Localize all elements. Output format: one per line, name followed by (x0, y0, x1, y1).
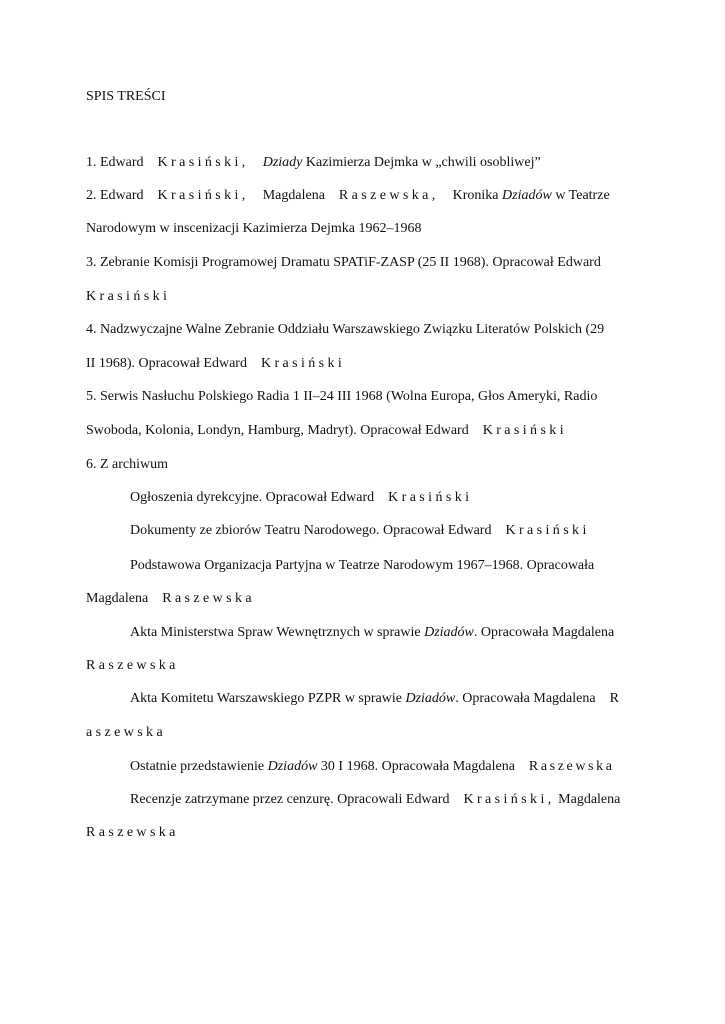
toc-text: Podstawowa Organizacja Partyjna w Teatrze Narodowym 1967–1968. Opracowała (130, 558, 595, 573)
toc-text: Kazimierza Dejmka w „chwili osobliwej” (302, 155, 541, 170)
italic-title: Dziadów (502, 188, 552, 203)
author-name: Krasiński, (463, 792, 555, 807)
toc-text: Akta Ministerstwa Spraw Wewnętrznych w sprawie (130, 625, 425, 640)
toc-text: Magdalena (86, 591, 149, 606)
toc-line (86, 388, 597, 406)
toc-text: 2. Edward (86, 188, 144, 203)
toc-line (86, 288, 170, 306)
toc-text: 3. Zebranie Komisji Programowej Dramatu SPATiF-ZASP (25 II 1968). Opracował Edward (86, 255, 601, 270)
toc-text: Ostatnie przedstawienie (130, 759, 268, 774)
toc-line (86, 220, 422, 238)
toc-line (86, 724, 166, 742)
toc-text: Kronika (452, 188, 503, 203)
toc-text: w Teatrze (551, 188, 610, 203)
toc-line (86, 154, 541, 172)
author-name: Krasiński (505, 523, 590, 538)
toc-line (86, 657, 179, 675)
author-name: Krasiński, (157, 188, 249, 203)
toc-text: Swoboda, Kolonia, Londyn, Hamburg, Madryt). Opracował Edward (86, 423, 469, 438)
author-name: R (609, 691, 619, 706)
toc-subline (130, 522, 590, 540)
author-name: Krasiński, (157, 155, 249, 170)
italic-title: Dziadów (405, 691, 456, 706)
author-name: Raszewska, (338, 188, 439, 203)
toc-text: 5. Serwis Nasłuchu Polskiego Radia 1 II–24 III 1968 (Wolna Europa, Głos Ameryki, Radio (86, 389, 598, 404)
toc-text: Magdalena (554, 792, 621, 807)
author-name: Raszewska (86, 658, 179, 673)
author-name: Krasiński (260, 356, 346, 371)
toc-line (86, 824, 179, 842)
page-title (86, 88, 166, 106)
toc-text: Akta Komitetu Warszawskiego PZPR w sprawie (130, 691, 406, 706)
italic-title: Dziady (262, 155, 303, 170)
toc-text: Dokumenty ze zbiorów Teatru Narodowego. Opracował Edward (130, 523, 492, 538)
toc-subline (130, 624, 614, 642)
toc-line (86, 321, 604, 339)
toc-text: Narodowym w inscenizacji Kazimierza Dejmka 1962–1968 (86, 221, 422, 236)
toc-text: Recenzje zatrzymane przez cenzurę. Opracowali Edward (130, 792, 450, 807)
toc-line (86, 590, 255, 608)
author-name: Krasiński (388, 490, 473, 505)
toc-text: 4. Nadzwyczajne Walne Zebranie Oddziału Warszawskiego Związku Literatów Polskich (29 (86, 322, 605, 337)
toc-text: 6. Z archiwum (86, 457, 169, 472)
author-name: Raszewska (86, 825, 179, 840)
italic-title: Dziadów (267, 759, 318, 774)
toc-subline (130, 489, 472, 507)
author-name: Raszewska (528, 759, 615, 774)
toc-text: Magdalena (262, 188, 325, 203)
toc-text: . Opracowała Magdalena (473, 625, 615, 640)
author-name: Krasiński (482, 423, 567, 438)
author-name: Raszewska (162, 591, 256, 606)
toc-line (86, 422, 567, 440)
title-text: SPIS TREŚCI (86, 89, 166, 104)
toc-text: . Opracowała Magdalena (455, 691, 596, 706)
italic-title: Dziadów (424, 625, 474, 640)
toc-text: Ogłoszenia dyrekcyjne. Opracował Edward (130, 490, 375, 505)
toc-line (86, 456, 168, 474)
toc-text: 1. Edward (86, 155, 144, 170)
toc-subline (130, 557, 594, 575)
toc-line (86, 254, 601, 272)
author-name: aszewska (86, 725, 167, 740)
toc-subline (130, 791, 620, 809)
toc-text: II 1968). Opracował Edward (86, 356, 247, 371)
toc-subline (130, 690, 619, 708)
toc-subline (130, 758, 615, 776)
toc-line (86, 355, 345, 373)
toc-text: 30 I 1968. Opracowała Magdalena (317, 759, 515, 774)
author-name: Krasiński (86, 289, 171, 304)
toc-line (86, 187, 610, 205)
